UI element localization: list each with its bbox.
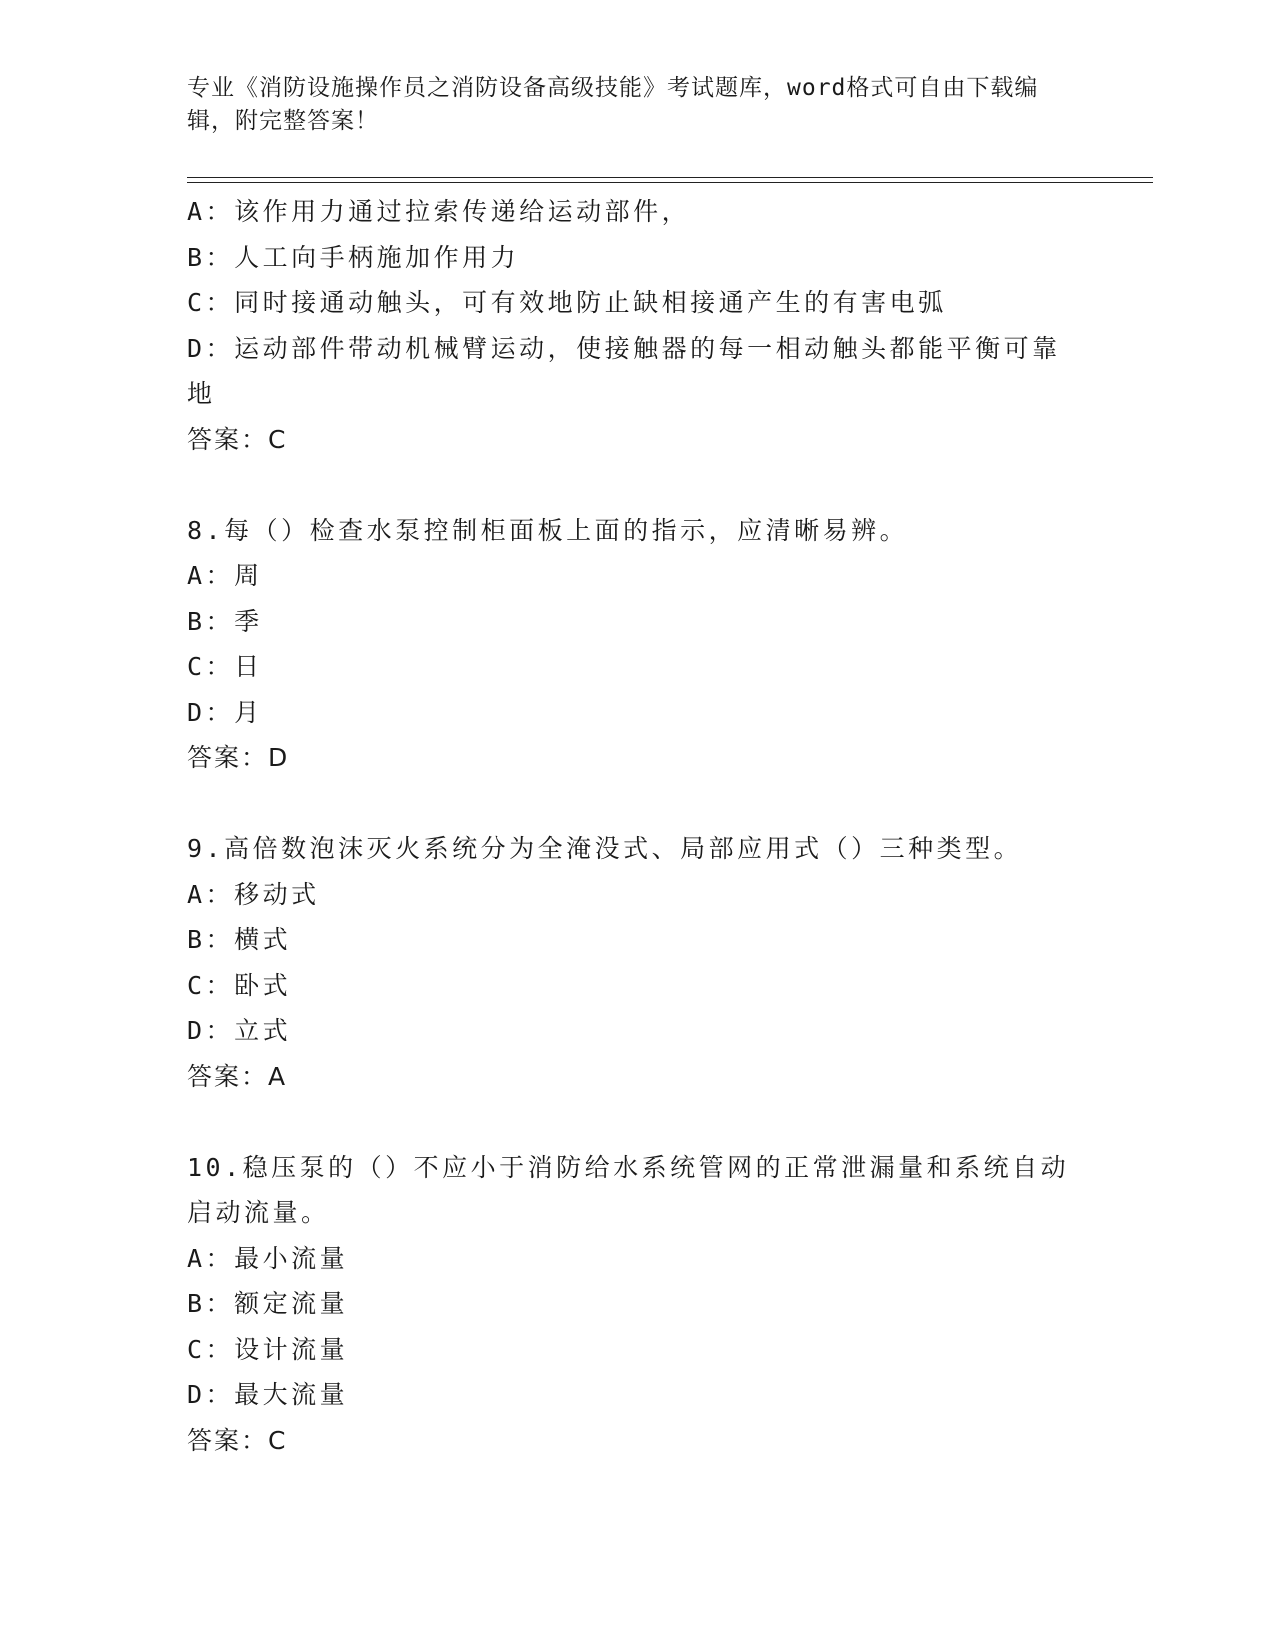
question-block-10	[187, 1145, 1077, 1464]
option-a: A：该作用力通过拉索传递给运动部件，	[187, 197, 691, 226]
answer-line: 答案：C	[187, 1425, 288, 1455]
question-block-8	[187, 508, 1077, 781]
header-divider-top	[187, 177, 1153, 178]
option-b: B：横式	[187, 925, 292, 954]
question-stem: 9.高倍数泡沫灭火系统分为全淹没式、局部应用式（）三种类型。	[187, 834, 1023, 863]
spacer	[187, 1099, 1077, 1145]
option-d: D：月	[187, 697, 263, 727]
option-a: A：移动式	[187, 879, 320, 909]
option-b: B：额定流量	[187, 1289, 349, 1318]
answer-line: 答案：A	[187, 1061, 288, 1091]
question-stem: 10.稳压泵的（）不应小于消防给水系统管网的正常泄漏量和系统自动启动流量。	[187, 1152, 1070, 1227]
spacer	[187, 462, 1077, 508]
option-d: D：最大流量	[187, 1380, 349, 1409]
option-a: A：周	[187, 561, 263, 590]
option-d: D：立式	[187, 1016, 292, 1045]
answer-line: 答案：C	[187, 424, 288, 454]
question-list	[187, 189, 1077, 1463]
question-stem: 8.每（）检查水泵控制柜面板上面的指示，应清晰易辨。	[187, 515, 909, 545]
question-block-partial	[187, 189, 1077, 462]
answer-line: 答案：D	[187, 743, 290, 772]
option-b: B：人工向手柄施加作用力	[187, 242, 520, 272]
header-divider-bottom	[187, 182, 1153, 183]
spacer	[187, 781, 1077, 827]
question-block-9	[187, 826, 1077, 1099]
option-c: C：日	[187, 652, 263, 681]
option-a: A：最小流量	[187, 1243, 349, 1273]
option-b: B：季	[187, 606, 263, 636]
option-c: C：设计流量	[187, 1334, 349, 1364]
option-c: C：同时接通动触头，可有效地防止缺相接通产生的有害电弧	[187, 288, 947, 317]
option-d: D：运动部件带动机械臂运动，使接触器的每一相动触头都能平衡可靠地	[187, 333, 1061, 408]
option-c: C：卧式	[187, 970, 292, 1000]
document-header	[187, 72, 1067, 138]
header-text: 专业《消防设施操作员之消防设备高级技能》考试题库，word格式可自由下载编辑，附完整答案！	[187, 75, 1039, 134]
